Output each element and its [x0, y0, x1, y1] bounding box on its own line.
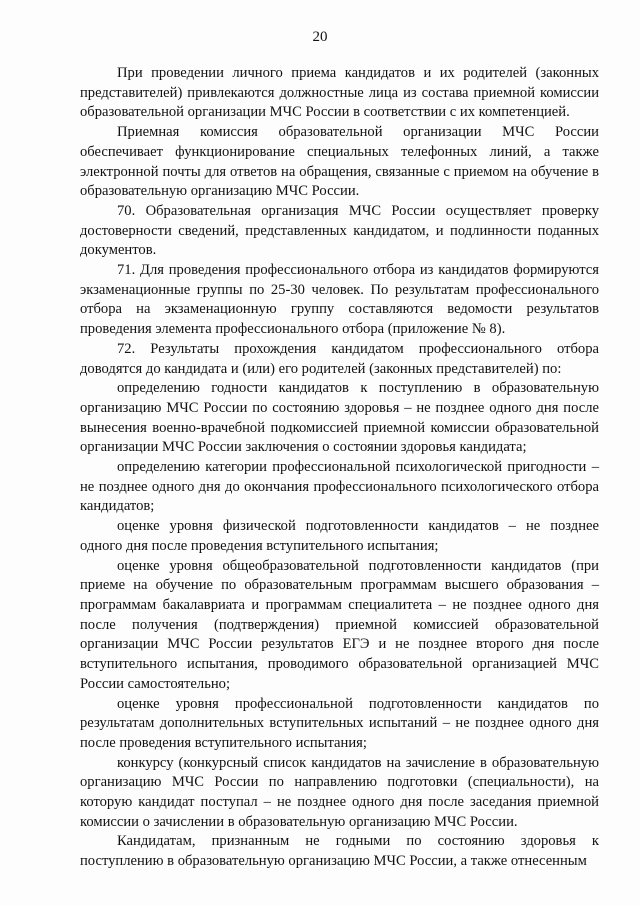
paragraph-unfit-candidates: Кандидатам, признанным не годными по состоянию здоровья к поступлению в образовательную организацию МЧС России, а также отнесенным: [80, 833, 599, 870]
page-number: 20: [312, 29, 328, 45]
paragraph-item-70: 70. Образовательная организация МЧС России осуществляет проверку достоверности сведений, представленных кандидатом, и подлинности поданных документов.: [80, 202, 599, 259]
paragraph-physical-fitness: оценке уровня физической подготовленности кандидатов – не позднее одного дня после проведения вступительного испытания;: [80, 518, 599, 554]
paragraph-item-71: 71. Для проведения профессионального отбора из кандидатов формируются экзаменационные группы по 25-30 человек. По результатам профессионального отбора на экзаменационную группу составляются ведомости результатов проведения элемента профессионального отбора (приложение № 8).: [80, 262, 599, 338]
document-body: [80, 64, 599, 872]
paragraph-professional-preparation: оценке уровня профессиональной подготовленности кандидатов по результатам дополнительных вступительных испытаний – не позднее одного дня после проведения вступительного испытания;: [80, 695, 599, 751]
paragraph-health-fitness: определению годности кандидатов к поступлению в образовательную организацию МЧС России по состоянию здоровья – не позднее одного дня после вынесения военно-врачебной подкомиссией приемной комиссии образовательной организации МЧС России заключения о состоянии здоровья кандидата;: [80, 380, 599, 456]
paragraph-item-72: 72. Результаты прохождения кандидатом профессионального отбора доводятся до кандидата и (или) его родителей (законных представителей) по:: [80, 340, 599, 377]
paragraph-general-education: оценке уровня общеобразовательной подготовленности кандидатов (при приеме на обучение по образовательным программам высшего образования – программам бакалавриата и программам специалитета – не позднее одного дня после получения (подтверждения) приемной комиссией образовательной организации МЧС России результатов ЕГЭ и не позднее второго дня после вступительного испытания, проводимого образовательной организацией МЧС России самостоятельно;: [80, 557, 599, 692]
paragraph-admission-commission-hotlines: Приемная комиссия образовательной организации МЧС России обеспечивает функционирование специальных телефонных линий, а также электронной почты для ответов на обращения, связанные с приемом на обучение в образовательную организацию МЧС России.: [80, 124, 599, 200]
paragraph-competition: конкурсу (конкурсный список кандидатов на зачисление в образовательную организацию МЧС России по направлению подготовки (специальности), на которую кандидат поступал – не позднее одного дня после заседания приемной комиссии о зачислении в образовательную организацию МЧС России.: [80, 754, 599, 830]
paragraph-psychological-category: определению категории профессиональной психологической пригодности – не позднее одного дня до окончания профессионального психологического отбора кандидатов;: [80, 459, 599, 515]
paragraph-personal-reception: При проведении личного приема кандидатов и их родителей (законных представителей) привлекаются должностные лица из состава приемной комиссии образовательной организации МЧС России в соответствии с их компетенцией.: [80, 65, 599, 121]
